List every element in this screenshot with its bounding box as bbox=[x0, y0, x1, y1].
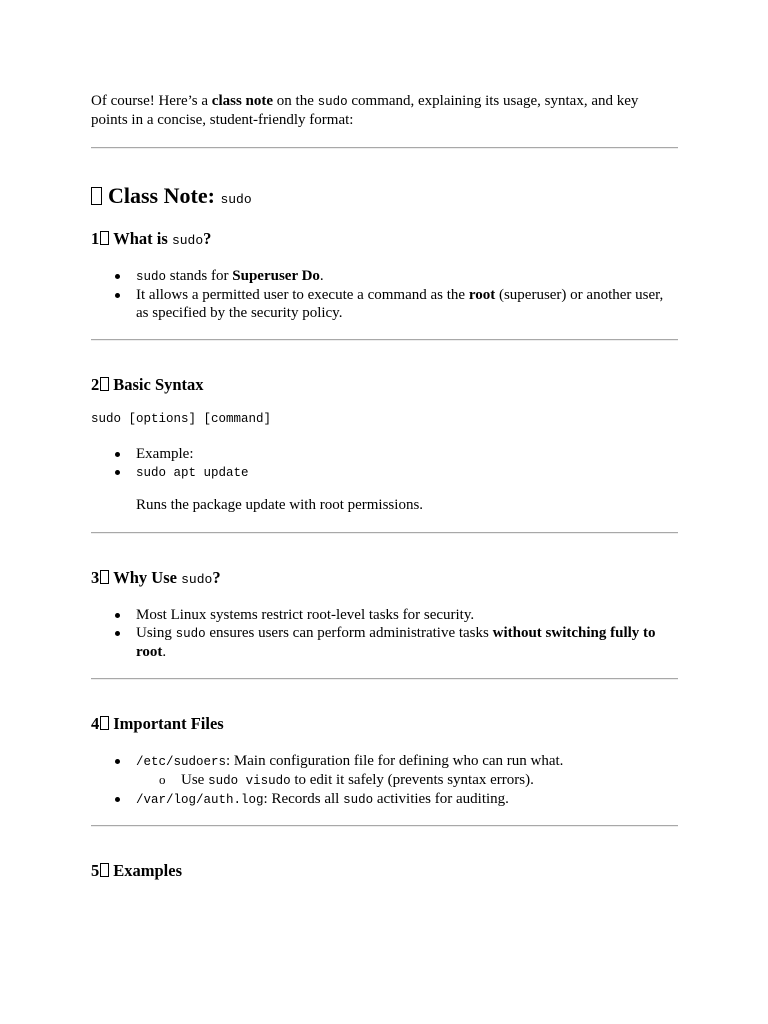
sub-list-item bbox=[91, 771, 678, 790]
section-1-list bbox=[91, 267, 678, 322]
heading-text: Examples bbox=[113, 861, 183, 880]
heading-code: sudo bbox=[171, 233, 204, 248]
missing-glyph-icon bbox=[100, 570, 109, 584]
divider bbox=[91, 678, 678, 680]
missing-glyph-icon bbox=[100, 716, 109, 730]
heading-text: Basic Syntax bbox=[113, 375, 204, 394]
list-item-tail: . bbox=[319, 268, 324, 284]
list-item-bold: root bbox=[468, 287, 496, 303]
list-item bbox=[91, 624, 678, 661]
heading-text: Why Use bbox=[113, 568, 182, 587]
list-item-tail: activities for auditing. bbox=[373, 791, 509, 807]
list-item-text: stands for bbox=[166, 268, 233, 284]
section-5-heading bbox=[91, 861, 678, 881]
missing-glyph-icon bbox=[91, 187, 102, 205]
heading-code: sudo bbox=[181, 572, 213, 587]
list-item-text: : Main configuration file for defining who can run what. bbox=[226, 753, 564, 769]
section-2-heading bbox=[91, 375, 678, 395]
inline-code: sudo apt update bbox=[136, 466, 249, 480]
heading-text: What is bbox=[113, 229, 172, 248]
list-item-text: Most Linux systems restrict root-level tasks for security. bbox=[136, 607, 475, 623]
list-item-tail: to edit it safely (prevents syntax errors). bbox=[290, 772, 534, 788]
list-item bbox=[91, 286, 678, 322]
list-item bbox=[91, 606, 678, 624]
syntax-code-block: sudo [options] [command] bbox=[91, 412, 272, 426]
missing-glyph-icon bbox=[100, 231, 109, 245]
page-title bbox=[91, 183, 678, 213]
section-4-list bbox=[91, 752, 678, 809]
section-3-list bbox=[91, 606, 678, 661]
intro-code: sudo bbox=[317, 95, 348, 109]
list-item bbox=[91, 790, 678, 809]
divider bbox=[91, 532, 678, 534]
inline-code: sudo bbox=[136, 270, 167, 284]
inline-code: /etc/sudoers bbox=[136, 755, 227, 769]
section-number: 4 bbox=[91, 714, 100, 733]
list-item bbox=[91, 752, 678, 771]
list-item bbox=[91, 463, 678, 482]
divider bbox=[91, 147, 678, 149]
list-item-text: ensures users can perform administrative tasks bbox=[205, 625, 493, 641]
inline-code: /var/log/auth.log bbox=[136, 793, 264, 807]
list-item-text: Example: bbox=[136, 446, 194, 462]
section-2-list bbox=[91, 445, 678, 482]
intro-suffix: command, explaining its usage, syntax, and key points in a concise, student-friendly format: bbox=[91, 93, 639, 128]
intro-paragraph bbox=[91, 92, 678, 129]
section-number: 5 bbox=[91, 861, 100, 880]
list-item bbox=[91, 445, 678, 463]
missing-glyph-icon bbox=[100, 377, 109, 391]
heading-tail: ? bbox=[212, 568, 221, 587]
list-item-text: Use bbox=[181, 772, 209, 788]
section-3-heading bbox=[91, 568, 678, 590]
list-item-text: Using bbox=[136, 625, 176, 641]
section-1-heading bbox=[91, 229, 678, 251]
divider bbox=[91, 825, 678, 827]
title-text: Class Note: bbox=[108, 183, 221, 208]
inline-code: sudo bbox=[175, 627, 206, 641]
list-item-tail: (superuser) or another user, as specified by the security policy. bbox=[136, 287, 664, 321]
title-code: sudo bbox=[220, 192, 252, 207]
section-4-heading bbox=[91, 714, 678, 734]
heading-tail: ? bbox=[203, 229, 212, 248]
intro-prefix: Of course! Here’s a bbox=[91, 93, 212, 109]
inline-code: sudo visudo bbox=[208, 774, 291, 788]
list-item-bold: without switching fully to root bbox=[136, 625, 656, 660]
section-number: 1 bbox=[91, 229, 100, 248]
list-item-bold: Superuser Do bbox=[232, 268, 320, 284]
list-item-text: : Records all bbox=[263, 791, 344, 807]
intro-middle: on the bbox=[273, 93, 318, 109]
list-item-tail: . bbox=[162, 644, 167, 660]
list-item bbox=[91, 267, 678, 286]
intro-bold: class note bbox=[211, 93, 274, 109]
divider bbox=[91, 339, 678, 341]
example-note: Runs the package update with root permissions. bbox=[136, 497, 424, 513]
section-number: 3 bbox=[91, 568, 100, 587]
section-number: 2 bbox=[91, 375, 100, 394]
heading-text: Important Files bbox=[113, 714, 224, 733]
missing-glyph-icon bbox=[100, 863, 109, 877]
inline-code: sudo bbox=[343, 793, 374, 807]
list-item-text: It allows a permitted user to execute a command as the bbox=[136, 287, 469, 303]
